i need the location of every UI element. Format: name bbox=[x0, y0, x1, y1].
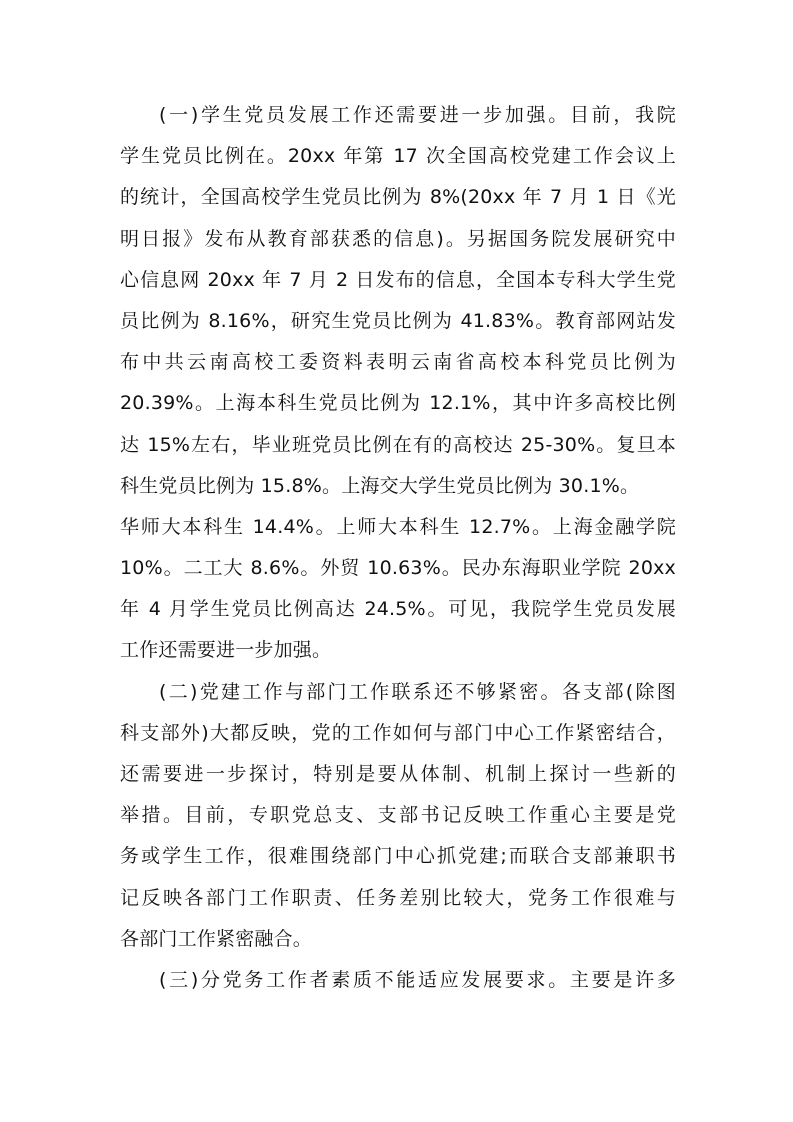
text-line: 年 4 月学生党员比例高达 24.5%。可见，我院学生党员发展 bbox=[120, 598, 676, 621]
text-line: 举措。目前，专职党总支、支部书记反映工作重心主要是党 bbox=[120, 804, 676, 827]
text-line: 10%。二工大 8.6%。外贸 10.63%。民办东海职业学院 20xx bbox=[120, 557, 676, 580]
text-line: 各部门工作紧密融合。 bbox=[120, 927, 313, 950]
text-line: 科支部外)大都反映，党的工作如何与部门中心工作紧密结合， bbox=[120, 721, 676, 744]
paragraph-3 bbox=[120, 960, 676, 1001]
paragraph-1 bbox=[120, 95, 676, 672]
text-line: 科生党员比例为 15.8%。上海交大学生党员比例为 30.1%。 bbox=[120, 474, 640, 497]
text-line: 员比例为 8.16%，研究生党员比例为 41.83%。教育部网站发 bbox=[120, 309, 676, 332]
text-line: 务或学生工作，很难围绕部门中心抓党建;而联合支部兼职书 bbox=[120, 845, 676, 868]
text-line: (三)分党务工作者素质不能适应发展要求。主要是许多 bbox=[159, 968, 676, 991]
text-line: 记反映各部门工作职责、任务差别比较大，党务工作很难与 bbox=[120, 886, 676, 909]
text-line: 华师大本科生 14.4%。上师大本科生 12.7%。上海金融学院 bbox=[120, 515, 676, 538]
text-line: 达 15%左右，毕业班党员比例在有的高校达 25-30%。复旦本 bbox=[120, 433, 676, 456]
text-line: 布中共云南高校工委资料表明云南省高校本科党员比例为 bbox=[120, 351, 676, 374]
text-line: 工作还需要进一步加强。 bbox=[120, 639, 332, 662]
document-page bbox=[120, 95, 676, 1001]
text-line: 的统计，全国高校学生党员比例为 8%(20xx 年 7 月 1 日《光 bbox=[120, 186, 676, 209]
text-line: 心信息网 20xx 年 7 月 2 日发布的信息，全国本专科大学生党 bbox=[120, 268, 676, 291]
text-line: (一)学生党员发展工作还需要进一步加强。目前，我院 bbox=[159, 104, 676, 126]
text-line: 学生党员比例在。20xx 年第 17 次全国高校党建工作会议上 bbox=[120, 145, 676, 168]
text-line: (二)党建工作与部门工作联系还不够紧密。各支部(除图 bbox=[159, 680, 676, 703]
text-line: 还需要进一步探讨，特别是要从体制、机制上探讨一些新的 bbox=[120, 763, 676, 785]
text-line: 明日报》发布从教育部获悉的信息)。另据国务院发展研究中 bbox=[120, 227, 676, 250]
paragraph-2 bbox=[120, 672, 676, 960]
text-line: 20.39%。上海本科生党员比例为 12.1%，其中许多高校比例 bbox=[120, 392, 676, 415]
